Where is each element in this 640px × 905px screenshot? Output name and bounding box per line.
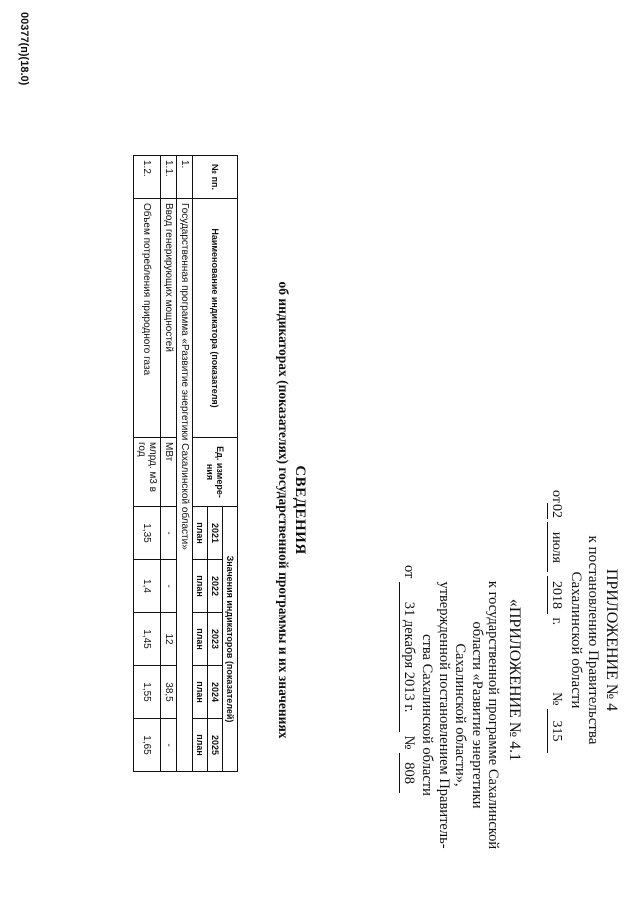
appendix-4-1-line3: Сахалинской области», (452, 643, 469, 787)
appendix-4-block (547, 490, 620, 790)
header-plan: план (193, 560, 208, 613)
appendix-4-line1: к постановлению Правительства (585, 535, 601, 745)
row-num: 1.1. (161, 156, 177, 199)
appendix-4-day: 02 (549, 503, 564, 518)
row-value: 38,5 (161, 666, 177, 719)
appendix-4-1-line1: к государственной программе Сахалинской (485, 580, 502, 850)
header-unit: Ед. измере-ния (193, 438, 238, 507)
appendix-4-month: июля (547, 522, 565, 572)
heading-subtitle: об индикаторах (показателях) государственной программы и их значениях (276, 281, 291, 739)
row-name: Ввод генерирующих мощностей (161, 199, 177, 438)
section-name: Государственная программа «Развитие энергетики Сахалинской области» (177, 199, 193, 772)
appendix-4-1-date: 31 декабря 2013 г. (400, 582, 418, 732)
appendix-4-1-block (400, 565, 523, 865)
header-name: Наименование индикатора (показателя) (193, 199, 238, 438)
appendix-4-1-number: 808 (400, 753, 418, 793)
header-year: 2022 (208, 560, 223, 613)
header-plan: план (193, 719, 208, 772)
appendix-4-dateline (547, 490, 565, 790)
header-year: 2023 (208, 613, 223, 666)
header-plan: план (193, 666, 208, 719)
header-plan: план (193, 613, 208, 666)
appendix-4-line2: Сахалинской области (568, 571, 584, 709)
table-header-row (223, 156, 238, 772)
row-unit: МВт (161, 438, 177, 507)
appendix-4-year: 2018 (547, 576, 565, 614)
table-row (161, 156, 177, 772)
appendix-4-year-suffix: г. (549, 617, 564, 626)
header-year: 2021 (208, 507, 223, 560)
appendix-4-1-date-prefix: от (401, 565, 417, 579)
row-value: 1,4 (134, 560, 161, 613)
row-value: 1,55 (134, 666, 161, 719)
appendix-4-1-title: «ПРИЛОЖЕНИЕ № 4.1 (506, 598, 523, 762)
document-heading (275, 230, 308, 790)
header-year: 2025 (208, 719, 223, 772)
appendix-4-1-line5: ства Сахалинской области (419, 634, 436, 796)
indicators-table (133, 155, 238, 772)
appendix-4-1-line2: области «Развитие энергетики (469, 621, 485, 809)
row-value: - (161, 560, 177, 613)
row-num: 1.2. (134, 156, 161, 199)
section-num: 1. (177, 156, 193, 199)
appendix-4-1-line4: утвержденной постановлением Правитель- (436, 581, 452, 849)
heading-title: СВЕДЕНИЯ (292, 465, 308, 555)
appendix-4-number: 315 (547, 709, 565, 753)
header-num: № пп. (193, 156, 238, 199)
row-unit: млрд. м3 в год (134, 438, 161, 507)
header-plan: план (193, 507, 208, 560)
appendix-4-1-num-sign: № (401, 735, 417, 750)
appendix-4-title: ПРИЛОЖЕНИЕ № 4 (603, 568, 620, 712)
row-value: 1,45 (134, 613, 161, 666)
table-row (134, 156, 161, 772)
table-section-row (177, 156, 193, 772)
row-value: 1,65 (134, 719, 161, 772)
row-value: 1,35 (134, 507, 161, 560)
appendix-4-1-dateline (400, 565, 418, 865)
row-name: Объем потребления природного газа (134, 199, 161, 438)
appendix-4-date-prefix: от (549, 490, 564, 503)
row-value: 12 (161, 613, 177, 666)
row-value: - (161, 507, 177, 560)
footer-code: 00377(п)(18.0) (18, 12, 30, 86)
header-year: 2024 (208, 666, 223, 719)
appendix-4-num-sign: № (549, 692, 564, 706)
header-values: Значения индикаторов (показателей) (223, 507, 238, 772)
row-value: - (161, 719, 177, 772)
